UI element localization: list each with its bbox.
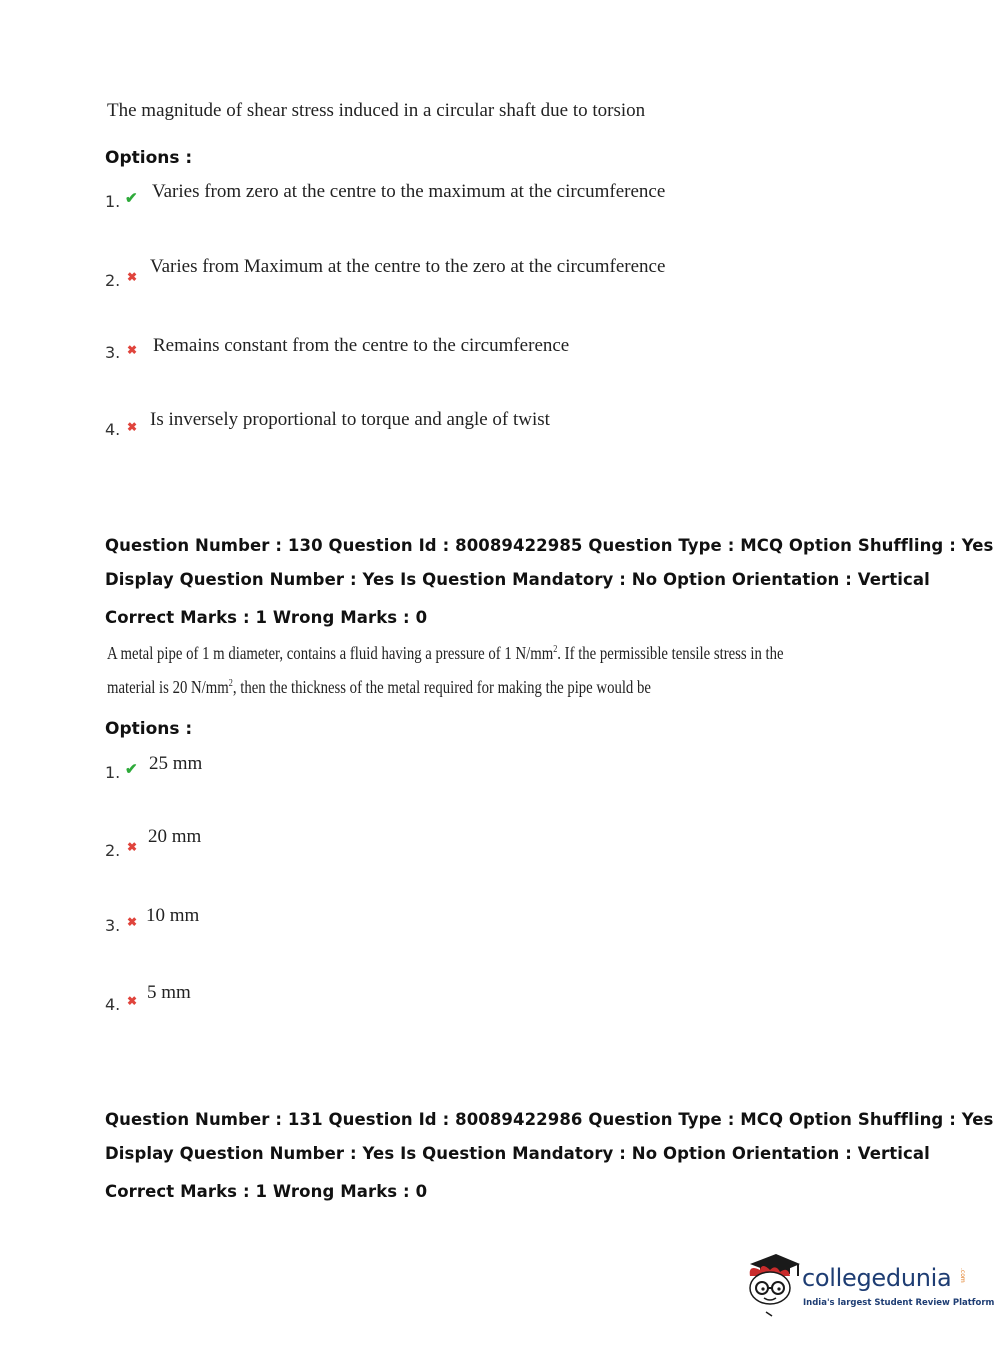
marks-line: Correct Marks : 1 Wrong Marks : 0	[105, 608, 428, 627]
question-meta-line: Question Number : 131 Question Id : 80089422986 Question Type : MCQ Option Shuffling : Yes	[105, 1110, 994, 1129]
option-text: Varies from Maximum at the centre to the zero at the circumference	[150, 256, 666, 277]
option-text: 25 mm	[149, 753, 203, 774]
option-number: 1.	[105, 763, 121, 782]
brand-name: collegedunia	[802, 1264, 952, 1292]
option-text: Varies from zero at the centre to the maximum at the circumference	[152, 181, 666, 202]
wrong-cross-icon: ✖	[127, 343, 138, 357]
correct-check-icon: ✔	[125, 762, 138, 778]
question-meta-line: Question Number : 130 Question Id : 80089422985 Question Type : MCQ Option Shuffling : Yes	[105, 536, 994, 555]
brand-tagline: India's largest Student Review Platform	[803, 1298, 995, 1308]
options-label: Options :	[105, 719, 193, 739]
mascot-icon	[742, 1250, 802, 1318]
options-label: Options :	[105, 148, 193, 168]
option-number: 3.	[105, 343, 121, 362]
wrong-cross-icon: ✖	[127, 840, 138, 854]
question-meta-line: Display Question Number : Yes Is Question Mandatory : No Option Orientation : Vertical	[105, 570, 930, 589]
collegedunia-logo	[742, 1250, 995, 1320]
option-number: 4.	[105, 420, 121, 439]
wrong-cross-icon: ✖	[127, 420, 138, 434]
option-number: 3.	[105, 916, 121, 935]
option-text: 10 mm	[146, 905, 200, 926]
option-text: Remains constant from the centre to the circumference	[153, 335, 570, 356]
option-number: 1.	[105, 192, 121, 211]
wrong-cross-icon: ✖	[127, 270, 138, 284]
option-text: 20 mm	[148, 826, 202, 847]
correct-check-icon: ✔	[125, 191, 138, 207]
question-text: The magnitude of shear stress induced in a circular shaft due to torsion	[107, 100, 646, 121]
brand-dotcom: .com	[959, 1268, 966, 1283]
option-text: 5 mm	[147, 982, 191, 1003]
option-number: 2.	[105, 271, 121, 290]
wrong-cross-icon: ✖	[127, 915, 138, 929]
question-text-line: A metal pipe of 1 m diameter, contains a fluid having a pressure of 1 $N/mm^2$. If the permissible tensile stress in the	[107, 643, 784, 663]
option-text: Is inversely proportional to torque and angle of twist	[150, 409, 550, 430]
wrong-cross-icon: ✖	[127, 994, 138, 1008]
option-number: 4.	[105, 995, 121, 1014]
option-number: 2.	[105, 841, 121, 860]
question-text-line: material is 20 $N/mm^2$, then the thickness of the metal required for making the pipe would be	[107, 677, 651, 697]
question-meta-line: Display Question Number : Yes Is Question Mandatory : No Option Orientation : Vertical	[105, 1144, 930, 1163]
marks-line: Correct Marks : 1 Wrong Marks : 0	[105, 1182, 428, 1201]
